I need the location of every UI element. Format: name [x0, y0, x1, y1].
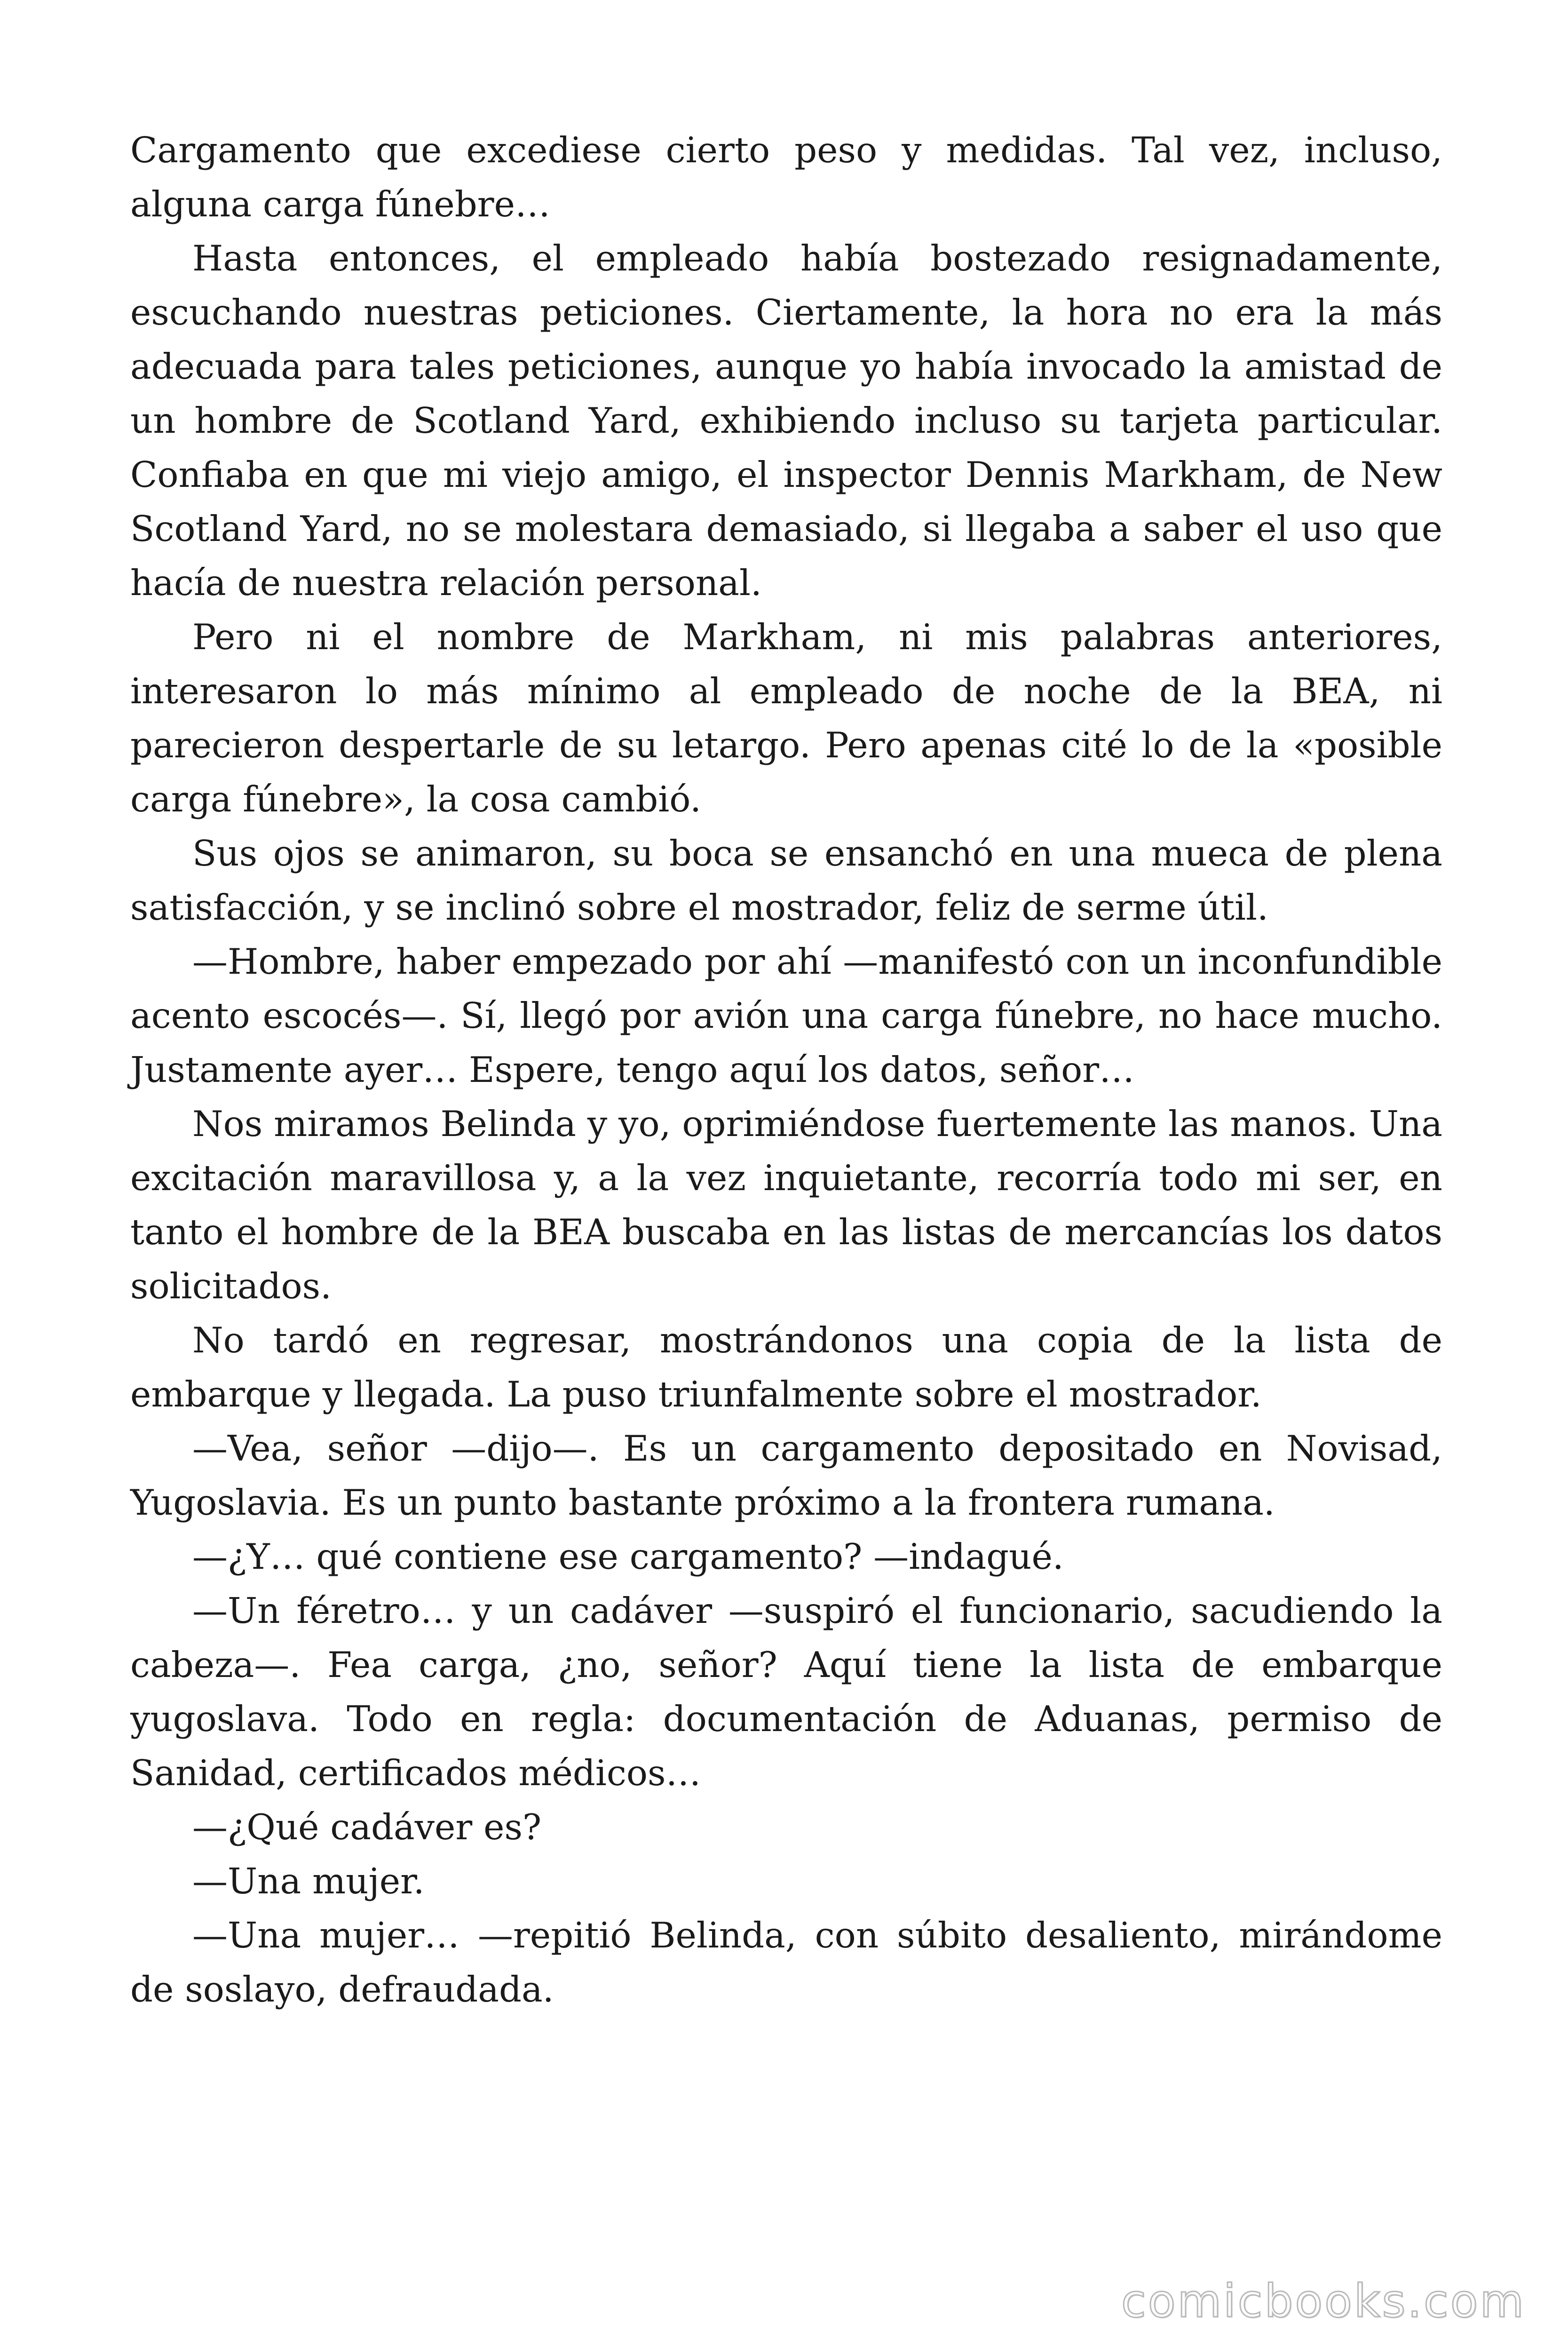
page-body — [130, 123, 1442, 2017]
paragraph: Pero ni el nombre de Markham, ni mis palabras anteriores, interesaron lo más mínimo al empleado de noche de la BEA, ni parecieron despertarle de su letargo. Pero apenas cité lo de la «posible carga fúnebre», la cosa cambió. — [130, 616, 1442, 820]
paragraph: —Hombre, haber empezado por ahí —manifestó con un inconfundible acento escocés—. Sí, llegó por avión una carga fúnebre, no hace mucho. Justamente ayer… Espere, tengo aquí los datos, señor… — [130, 941, 1442, 1090]
paragraph: Cargamento que excediese cierto peso y medidas. Tal vez, incluso, alguna carga fúnebre… — [130, 129, 1442, 225]
paragraph: —Vea, señor —dijo—. Es un cargamento depositado en Novisad, Yugoslavia. Es un punto bastante próximo a la frontera rumana. — [130, 1428, 1442, 1523]
paragraph: Sus ojos se animaron, su boca se ensanchó en una mueca de plena satisfacción, y se inclinó sobre el mostrador, feliz de serme útil. — [130, 833, 1442, 928]
paragraph: No tardó en regresar, mostrándonos una copia de la lista de embarque y llegada. La puso triunfalmente sobre el mostrador. — [130, 1319, 1442, 1415]
paragraph: —Una mujer. — [192, 1860, 425, 1902]
paragraph: —Una mujer… —repitió Belinda, con súbito desaliento, mirándome de soslayo, defraudada. — [130, 1915, 1442, 2010]
watermark: comicbooks.com — [1121, 2275, 1526, 2328]
paragraph: —¿Y… qué contiene ese cargamento? —indagué. — [192, 1536, 1064, 1577]
paragraph: —¿Qué cadáver es? — [192, 1806, 542, 1848]
paragraph: —Un féretro… y un cadáver —suspiró el funcionario, sacudiendo la cabeza—. Fea carga, ¿no, señor? Aquí tiene la lista de embarque yugoslava. Todo en regla: documentación de Aduanas, permiso de Sanidad, certificados médicos… — [130, 1590, 1442, 1794]
paragraph: Hasta entonces, el empleado había bostezado resignadamente, escuchando nuestras peticiones. Ciertamente, la hora no era la más adecuada para tales peticiones, aunque yo había invocado la amistad de un hombre de Scotland Yard, exhibiendo incluso su tarjeta particular. Confiaba en que mi viejo amigo, el inspector Dennis Markham, de New Scotland Yard, no se molestara demasiado, si llegaba a saber el uso que hacía de nuestra relación personal. — [130, 238, 1442, 604]
paragraph: Nos miramos Belinda y yo, oprimiéndose fuertemente las manos. Una excitación maravillosa y, a la vez inquietante, recorría todo mi ser, en tanto el hombre de la BEA buscaba en las listas de mercancías los datos solicitados. — [130, 1103, 1442, 1307]
